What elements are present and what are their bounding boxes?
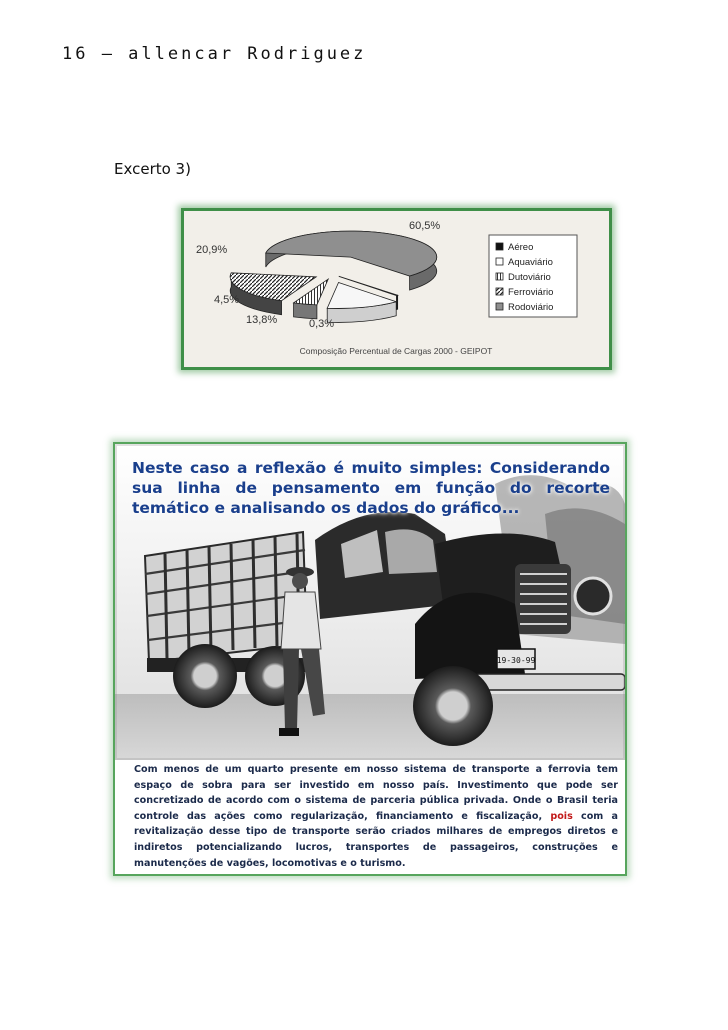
truck-plate: 19-30-99 — [496, 656, 536, 665]
legend-label: Aquaviário — [508, 257, 553, 268]
pie-value-label: 20,9% — [196, 244, 228, 256]
front-wheel — [413, 666, 493, 746]
legend-swatch — [496, 243, 503, 250]
pie-slice-rodoviário — [266, 231, 437, 276]
pie-value-label: 13,8% — [246, 314, 278, 326]
pie-chart-figure — [181, 208, 612, 370]
intro-paragraph: Neste caso a reflexão é muito simples: Considerando sua linha de pensamento em função do recorte temático e analisando os dados do gráfico... — [132, 459, 610, 517]
page-header: 16 – allencar Rodriguez — [62, 44, 367, 64]
caption-part2: com a revitalização desse tipo de transporte serão criados milhares de empregos diretos e indiretos potencializando lucros, transportes de passageiros, construções e manutenções de vagões, locomotivas e o turismo. — [134, 810, 618, 869]
pie-slice-aquaviário — [327, 282, 396, 308]
legend-swatch — [496, 273, 503, 280]
legend-label: Ferroviário — [508, 287, 554, 298]
legend-swatch — [496, 288, 503, 295]
legend-label: Dutoviário — [508, 272, 551, 283]
legend-swatch — [496, 258, 503, 265]
excerpt-label: Excerto 3) — [114, 160, 191, 178]
pie-slice-side-0 — [396, 295, 397, 309]
caption-part1: Com menos de um quarto presente em nosso sistema de transporte a ferrovia tem espaço de sobra para ser investido em nosso país. Investimento que pode ser concretizado de acordo com o sistema de parceria pública privada. Onde o Brasil teria controle das ações como regularização, financiamento e fiscalização, — [134, 764, 618, 822]
pie-chart — [184, 211, 609, 367]
rear-wheel — [173, 644, 237, 708]
legend-label: Aéreo — [508, 242, 534, 253]
truck-photo-figure — [113, 442, 627, 876]
legend-swatch — [496, 303, 503, 310]
caption-paragraph — [134, 762, 618, 871]
legend-label: Rodoviário — [508, 302, 554, 313]
caption-highlight: pois — [550, 810, 573, 822]
chart-caption: Composição Percentual de Cargas 2000 - GEIPOT — [299, 346, 493, 356]
pie-value-label: 4,5% — [214, 294, 240, 306]
pie-value-label: 0,3% — [309, 318, 335, 330]
pie-value-label: 60,5% — [409, 220, 441, 232]
pie-slice-side-2 — [294, 303, 317, 319]
